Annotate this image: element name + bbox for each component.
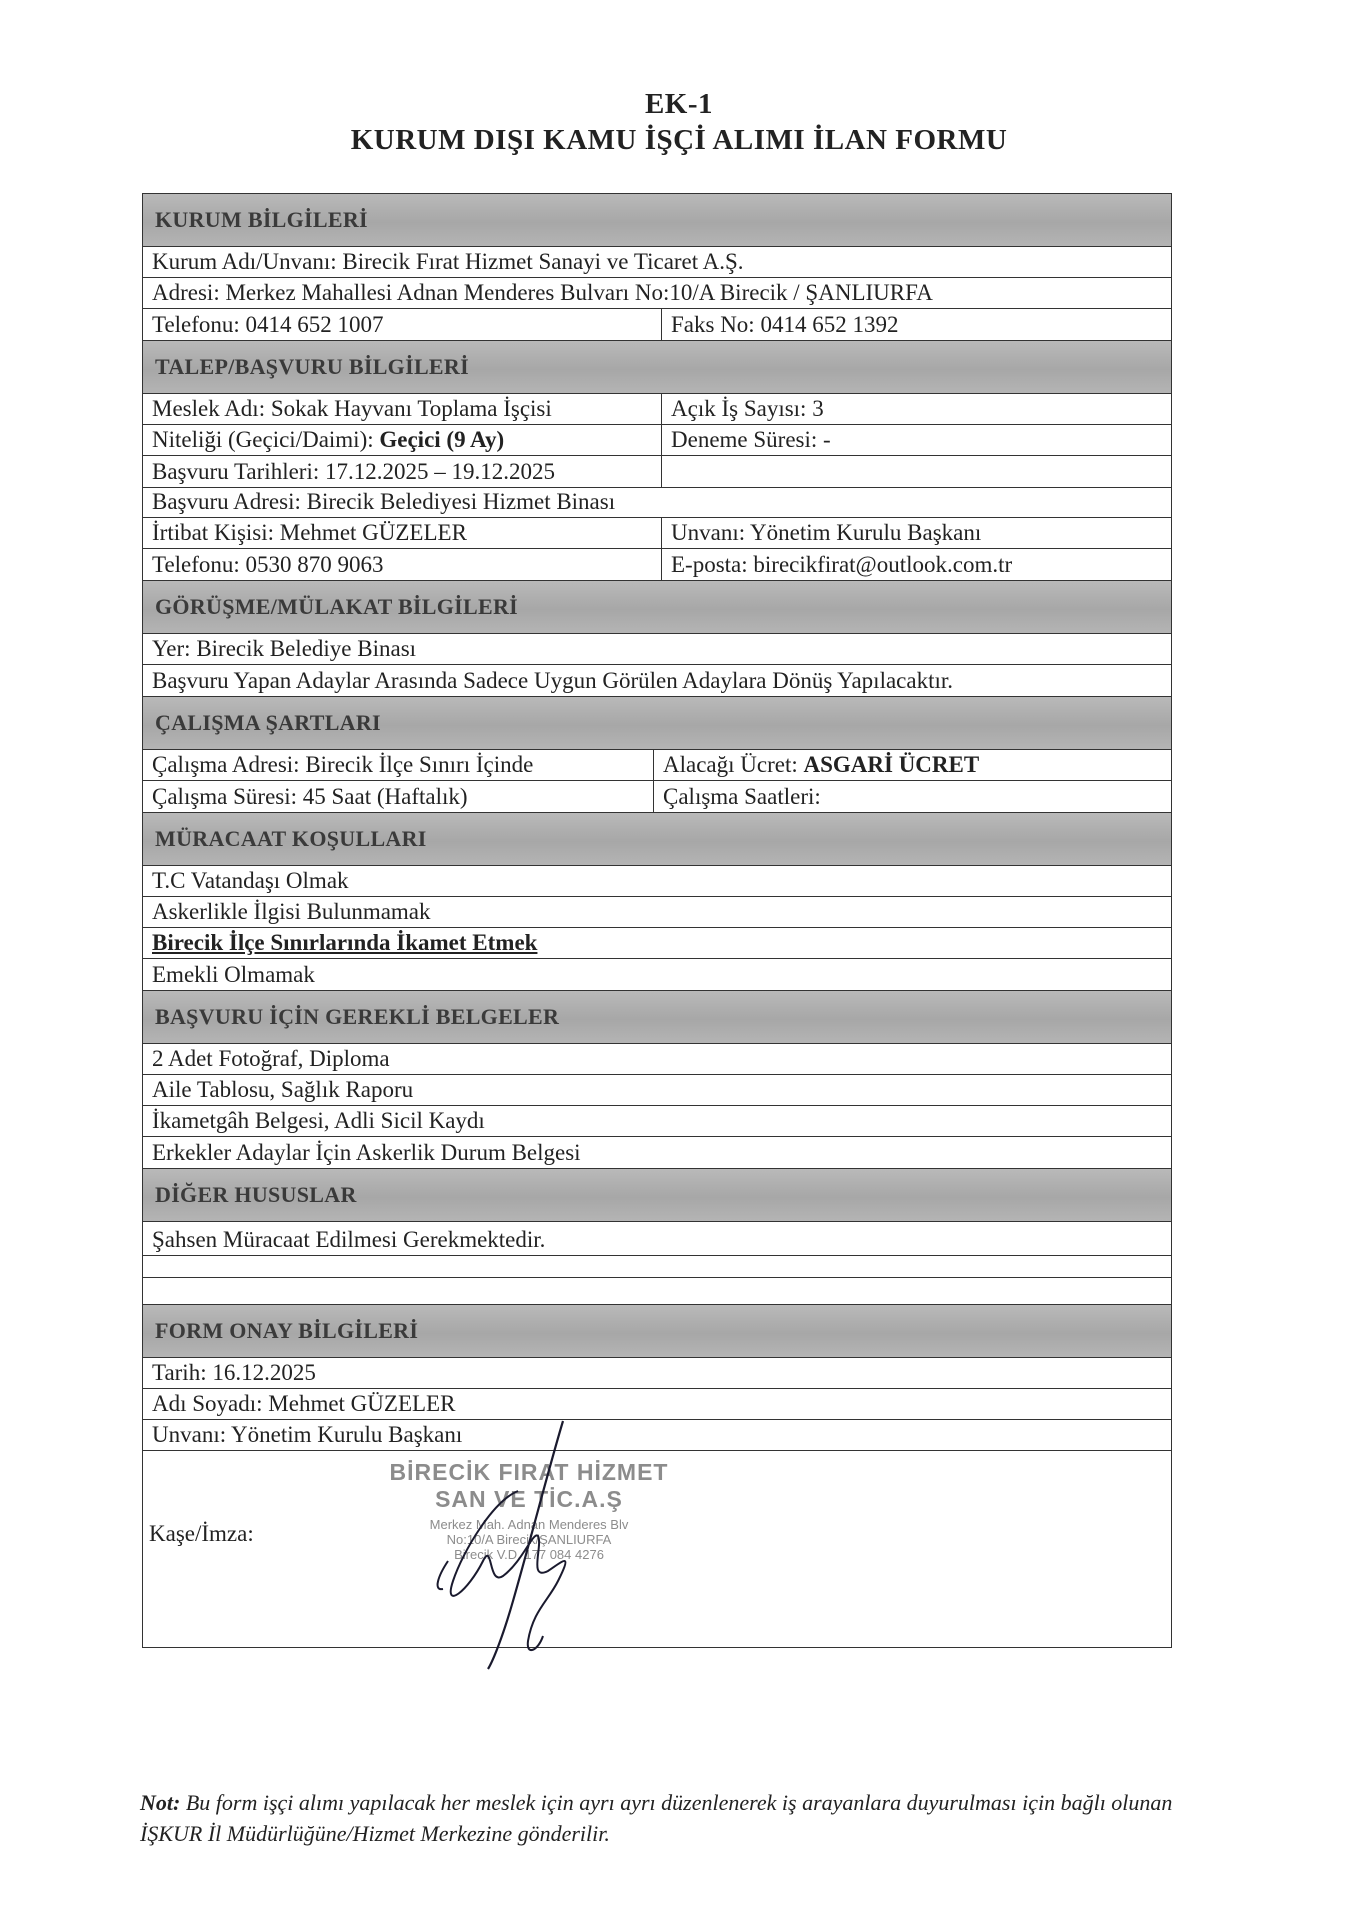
onay-adi-soyadi: Adı Soyadı: Mehmet GÜZELER (152, 1391, 456, 1416)
note-text: Bu form işçi alımı yapılacak her meslek için ayrı ayrı düzenlenerek iş arayanlara duyurulması için bağlı olunan İŞKUR İl Müdürlüğüne/Hizmet Merkezine gönderilir. (140, 1790, 1173, 1846)
stamp-line-4: No:10/A Birecik/ŞANLIURFA (446, 1532, 612, 1547)
niteligi-value: Geçici (9 Ay) (379, 427, 505, 452)
kurum-address: Adresi: Merkez Mahallesi Adnan Menderes Bulvarı No:10/A Birecik / ŞANLIURFA (152, 280, 933, 305)
kurum-phone: Telefonu: 0414 652 1007 (143, 309, 662, 340)
basvuru-tarihleri: Başvuru Tarihleri: 17.12.2025 – 19.12.2025 (143, 456, 662, 487)
gorusme-not: Başvuru Yapan Adaylar Arasında Sadece Uygun Görülen Adaylara Dönüş Yapılacaktır. (152, 668, 954, 693)
belge-item-text: 2 Adet Fotoğraf, Diploma (152, 1046, 390, 1071)
belge-item (143, 1075, 1171, 1106)
stamp-line-3: Merkez Mah. Adnan Menderes Blv (429, 1517, 629, 1532)
belge-item (143, 1044, 1171, 1075)
calisma-saatleri: Çalışma Saatleri: (663, 784, 821, 809)
onay-unvan: Unvanı: Yönetim Kurulu Başkanı (152, 1422, 463, 1447)
blank-row (143, 1256, 1171, 1278)
onay-tarih-row (143, 1358, 1171, 1389)
calisma-adres-row (143, 750, 1171, 781)
gorusme-yer-row (143, 634, 1171, 665)
section-onay-header: FORM ONAY BİLGİLERİ (143, 1304, 1171, 1358)
niteligi-label: Niteliği (Geçici/Daimi): (152, 427, 374, 452)
muracaat-item (143, 928, 1171, 959)
muracaat-item-emphasis: Birecik İlçe Sınırlarında İkamet Etmek (152, 930, 538, 955)
ucret-value: ASGARİ ÜCRET (803, 752, 980, 777)
kase-imza-label: Kaşe/İmza: (149, 1521, 254, 1546)
section-calisma-header: ÇALIŞMA ŞARTLARI (143, 696, 1171, 750)
irtibat-telefon: Telefonu: 0530 870 9063 (143, 549, 662, 580)
calisma-suresi: Çalışma Süresi: 45 Saat (Haftalık) (143, 781, 654, 812)
kurum-name-row (143, 247, 1171, 278)
belge-item-text: Aile Tablosu, Sağlık Raporu (152, 1077, 414, 1102)
gorusme-not-row (143, 665, 1171, 696)
gorusme-yer: Yer: Birecik Belediye Binası (152, 636, 417, 661)
talep-tarih-row (143, 456, 1171, 487)
niteligi (143, 425, 662, 455)
muracaat-item-text: Askerlikle İlgisi Bulunmamak (152, 899, 431, 924)
kurum-address-row (143, 278, 1171, 309)
ucret-label: Alacağı Ücret: (663, 752, 798, 777)
document-title: KURUM DIŞI KAMU İŞÇİ ALIMI İLAN FORMU (350, 124, 1008, 156)
talep-adres-row (143, 487, 1171, 518)
document-code: EK-1 (644, 88, 714, 120)
deneme-suresi: Deneme Süresi: - (671, 427, 831, 452)
talep-meslek-row (143, 394, 1171, 425)
kurum-phone-row (143, 309, 1171, 340)
muracaat-item-text: T.C Vatandaşı Olmak (152, 868, 349, 893)
muracaat-item-text (143, 928, 1171, 958)
onay-tarih: Tarih: 16.12.2025 (152, 1360, 316, 1385)
muracaat-item (143, 959, 1171, 990)
onay-adi-row (143, 1389, 1171, 1420)
calisma-sure-row (143, 781, 1171, 812)
blank-space (143, 1278, 1171, 1304)
irtibat-unvan: Unvanı: Yönetim Kurulu Başkanı (671, 520, 982, 545)
belge-item (143, 1137, 1171, 1168)
belge-item (143, 1106, 1171, 1137)
acik-is-sayisi: Açık İş Sayısı: 3 (671, 396, 824, 421)
stamp-line-1: BİRECİK FIRAT HİZMET (389, 1459, 669, 1485)
irtibat-kisisi: İrtibat Kişisi: Mehmet GÜZELER (143, 518, 662, 548)
muracaat-item (143, 866, 1171, 897)
diger-item-text: Şahsen Müracaat Edilmesi Gerekmektedir. (152, 1227, 546, 1252)
irtibat-eposta: E-posta: birecikfirat@outlook.com.tr (671, 552, 1013, 577)
talep-iletisim-row (143, 549, 1171, 580)
belge-item-text: İkametgâh Belgesi, Adli Sicil Kaydı (152, 1108, 485, 1133)
stamp-line-2: SAN VE TİC.A.Ş (435, 1486, 623, 1512)
muracaat-item (143, 897, 1171, 928)
belge-item-text: Erkekler Adaylar İçin Askerlik Durum Belgesi (152, 1140, 581, 1165)
section-diger-header: DİĞER HUSUSLAR (143, 1168, 1171, 1222)
diger-item (143, 1222, 1171, 1256)
section-gorusme-header: GÖRÜŞME/MÜLAKAT BİLGİLERİ (143, 580, 1171, 634)
section-muracaat-header: MÜRACAAT KOŞULLARI (143, 812, 1171, 866)
kase-imza-area (143, 1451, 1171, 1647)
footer-note (140, 1787, 1200, 1849)
section-belgeler-header: BAŞVURU İÇİN GEREKLİ BELGELER (143, 990, 1171, 1044)
meslek-adi: Meslek Adı: Sokak Hayvanı Toplama İşçisi (143, 394, 662, 424)
onay-unvan-row (143, 1420, 1171, 1451)
stamp-line-5: Birecik V.D. 177 084 4276 (454, 1547, 604, 1562)
talep-irtibat-row (143, 518, 1171, 549)
alacagi-ucret (654, 750, 1171, 780)
calisma-adresi: Çalışma Adresi: Birecik İlçe Sınırı İçinde (143, 750, 654, 780)
basvuru-adresi: Başvuru Adresi: Birecik Belediyesi Hizmet Binası (152, 489, 616, 514)
section-kurum-header: KURUM BİLGİLERİ (143, 193, 1171, 247)
section-talep-header: TALEP/BAŞVURU BİLGİLERİ (143, 340, 1171, 394)
signature (343, 1411, 643, 1671)
kurum-name: Kurum Adı/Unvanı: Birecik Fırat Hizmet Sanayi ve Ticaret A.Ş. (152, 249, 744, 274)
talep-nitelik-row (143, 425, 1171, 456)
muracaat-item-text: Emekli Olmamak (152, 962, 315, 987)
kurum-fax: Faks No: 0414 652 1392 (671, 312, 899, 337)
announcement-form (142, 193, 1172, 1648)
note-label: Not: (140, 1790, 181, 1815)
